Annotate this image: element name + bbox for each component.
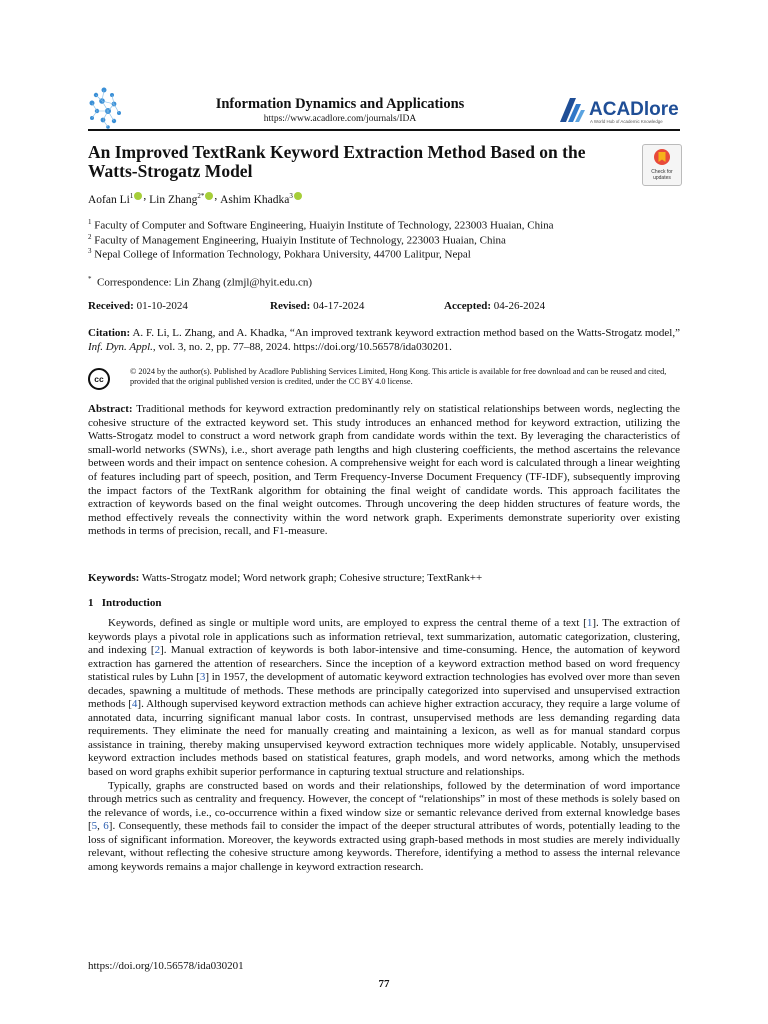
affiliation: $^3$ Nepal College of Information Technology, Pokhara University, 44700 Lalitpur, Nepal [88, 247, 471, 261]
check-for-updates-label: Check for updates [651, 169, 673, 181]
journal-logo-icon [86, 86, 126, 130]
revised-date: Revised: 04-17-2024 [270, 300, 365, 312]
received-date: Received: 01-10-2024 [88, 300, 188, 312]
footer-doi[interactable]: https://doi.org/10.56578/ida030201 [88, 960, 244, 972]
correspondence: * Correspondence: Lin Zhang (zlmjl@hyit.edu.cn) [88, 275, 313, 289]
orcid-icon[interactable] [294, 192, 302, 200]
journal-url[interactable]: https://www.acadlore.com/journals/IDA [263, 114, 417, 124]
publisher-tagline: A World Hub of Academic Knowledge [590, 119, 663, 124]
paragraph: Typically, graphs are constructed based on words and their relationships, followed by the determination of word importance through metrics such as centrality and frequency. However, the concept of “relationships” in most of these methods is solely based on the relevance of words, i.e., co-occurrence within a fixed window size or semantic relevance derived from external knowledge bases [5, 6]. Consequently, these methods fail to consider the impact of the deeper structural attributes of words, potentially leading to the loss of significant information. Moreover, the keywords extracted using graph-based methods in most studies are merely individually relevant, without reflecting the cohesive structure among keywords. Therefore, identifying a method to assess the internal relevance among keywords remains a major challenge in keyword extraction research. [88, 779, 681, 873]
reference-link[interactable]: 6 [103, 820, 109, 833]
bookmark-icon [653, 148, 671, 168]
orcid-icon[interactable] [205, 192, 213, 200]
publisher-logo-text: ACADlore [589, 99, 679, 120]
reference-link[interactable]: 5 [91, 820, 98, 833]
introduction-body [88, 617, 680, 874]
license-notice: © 2024 by the author(s). Published by Acadlore Publishing Services Limited, Hong Kong. This article is available for free download and can be reused and cited, provided that the original published version is credited, under the CC BY 4.0 license. [130, 367, 667, 386]
acadlore-mark-icon [560, 98, 585, 122]
paragraph: Keywords, defined as single or multiple word units, are employed to express the central theme of a text [1]. The extraction of keywords plays a pivotal role in applications such as information retrieval, text summarization, automatic categorization, clustering, and indexing [2]. Manual extraction of keywords is both labor-intensive and time-consuming. Hence, the automation of keyword extraction has garnered the attention of researchers. Since the inception of a keyword extraction method based on word frequency statistical rules by Luhn [3] in 1957, the development of automatic keyword extraction technologies has evolved over more than seven decades, spawning a multitude of methods. These methods are principally categorized into supervised and unsupervised extraction methods [4]. Although supervised keyword extraction methods can achieve higher extraction accuracy, they require a large volume of annotated data, incurring significant manual labor costs. In contrast, unsupervised methods are less demanding regarding data requirements. They eliminate the need for manually creating and maintaining a lexicon, as well as for manual standard corpus assistance in training, thereby making unsupervised keyword extraction techniques more widely applicable. Notably, unsupervised keyword extraction includes methods based on statistical features, graph models, and word networks, among which the methods based on word graphs exhibit superior performance in capturing textual structure and relationships. [88, 617, 681, 779]
accepted-date: Accepted: 04-26-2024 [444, 300, 546, 312]
section-heading: 1 Introduction [88, 597, 162, 609]
reference-link[interactable]: 1 [586, 617, 593, 629]
publisher-logo [556, 92, 680, 128]
page-number: 77 [378, 978, 390, 990]
author-list: Aofan Li$^1$ , Lin Zhang$^{2*}$ , Ashim Khadka$^3$ [88, 190, 303, 206]
author: Aofan Li$^1$ [88, 190, 143, 206]
journal-name: Information Dynamics and Applications [215, 96, 465, 112]
citation: Citation: A. F. Li, L. Zhang, and A. Khadka, “An improved textrank keyword extraction method based on the Watts-Strogatz model,” Inf. Dyn. Appl., vol. 3, no. 2, pp. 77–88, 2024. https://doi.org/10.56578/ida030201. [88, 327, 680, 353]
author: Lin Zhang$^{2*}$ [149, 190, 214, 206]
reference-link[interactable]: 4 [131, 698, 138, 711]
author: Ashim Khadka$^3$ [220, 190, 303, 206]
check-for-updates-badge[interactable] [642, 144, 682, 186]
orcid-icon[interactable] [134, 192, 142, 200]
keywords: Keywords: Watts-Strogatz model; Word network graph; Cohesive structure; TextRank++ [88, 572, 483, 584]
paper-title: An Improved TextRank Keyword Extraction Method Based on the Watts-Strogatz Model [88, 142, 586, 181]
abstract: Abstract: Traditional methods for keyword extraction predominantly rely on statistical relationships between words, neglecting the cohesive structure of the extracted keyword set. This study introduces an enhanced method for keyword extraction, utilizing the Watts-Strogatz model to construct a word network graph from candidate words within the text. By leveraging the characteristics of small-world networks (SWNs), i.e., short average path lengths and high clustering coefficients, the method ascertains the relevance between words and their impact on sentence cohesion. A comprehensive weight for each word is calculated through a linear weighting of features including part of speech, position, and Term Frequency-Inverse Document Frequency (TF-IDF), subsequently improving the impact factors of the TextRank algorithm for obtaining the final weight of candidate words. This approach facilitates the extraction of keywords based on the final weight outcomes. Through uncovering the deep hidden structures of feature words, the method effectively reveals the connectivity within the word network graph. Experiments demonstrate superiority over existing methods in terms of precision, recall, and F1-measure. [88, 403, 680, 538]
affiliation: $^1$ Faculty of Computer and Software Engineering, Huaiyin Institute of Technology, 223003 Huaian, China [88, 218, 554, 232]
cc-license-icon: cc [88, 368, 110, 390]
reference-link[interactable]: 3 [199, 671, 206, 684]
affiliation: $^2$ Faculty of Management Engineering, Huaiyin Institute of Technology, 223003 Huaian, China [88, 233, 506, 247]
header-divider [88, 129, 680, 131]
reference-link[interactable]: 2 [154, 644, 161, 657]
